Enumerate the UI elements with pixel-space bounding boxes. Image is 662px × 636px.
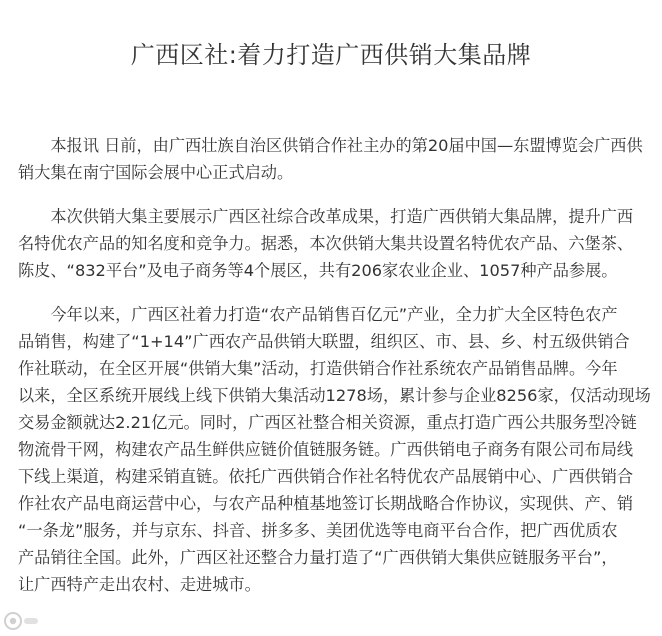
paragraph-3: [18, 301, 651, 598]
paragraph-line: 销大集在南宁国际会展中心正式启动。: [18, 163, 294, 182]
paragraph-line: 本次供销大集主要展示广西区社综合改革成果，打造广西供销大集品牌，提升广西: [18, 207, 634, 226]
paragraph-line: 陈皮、“832平台”及电子商务等4个展区，共有206家农业企业、1057种产品参展。: [18, 261, 618, 280]
paragraph-line: 作社联动，在全区开展“供销大集”活动，打造供销合作社系统农产品销售品牌。今年: [18, 359, 618, 378]
paragraph-line: 作社农产品电商运营中心，与农产品种植基地签订长期战略合作协议，实现供、产、销: [18, 494, 634, 513]
paragraph-line: 今年以来，广西区社着力打造“农产品销售百亿元”产业，全力扩大全区特色农产: [18, 305, 618, 324]
article-title: 广西区社:着力打造广西供销大集品牌: [130, 41, 532, 69]
paragraph-line: 本报讯 日前，由广西壮族自治区供销合作社主办的第20届中国—东盟博览会广西供: [18, 136, 643, 155]
paragraph-line: 品销售，构建了“1+14”广西农产品供销大联盟，组织区、市、县、乡、村五级供销合: [18, 332, 630, 351]
paragraph-line: “一条龙”服务，并与京东、抖音、拼多多、美团优选等电商平台合作，把广西优质农: [18, 521, 618, 540]
paragraph-1: [18, 132, 641, 186]
paragraph-line: 名特优农产品的知名度和竞争力。据悉，本次供销大集共设置名特优农产品、六堡茶、: [18, 234, 634, 253]
paragraph-line: 让广西特产走出农村、走进城市。: [18, 575, 261, 594]
paragraph-line: 产品销往全国。此外，广西区社还整合力量打造了“广西供销大集供应链服务平台”，: [18, 548, 618, 567]
article-body: [18, 132, 651, 615]
paragraph-2: [18, 203, 641, 284]
paragraph-line: 下线上渠道，构建采销直链。依托广西供销合作社名特优农产品展销中心、广西供销合: [18, 467, 634, 486]
paragraph-line: 物流骨干网，构建农产品生鲜供应链价值链服务链。广西供销电子商务有限公司布局线: [18, 440, 634, 459]
paragraph-line: 以来，全区系统开展线上线下供销大集活动1278场，累计参与企业8256家，仅活动现场: [18, 386, 651, 405]
paragraph-line: 交易金额就达2.21亿元。同时，广西区社整合相关资源，重点打造广西公共服务型冷链: [18, 413, 637, 432]
